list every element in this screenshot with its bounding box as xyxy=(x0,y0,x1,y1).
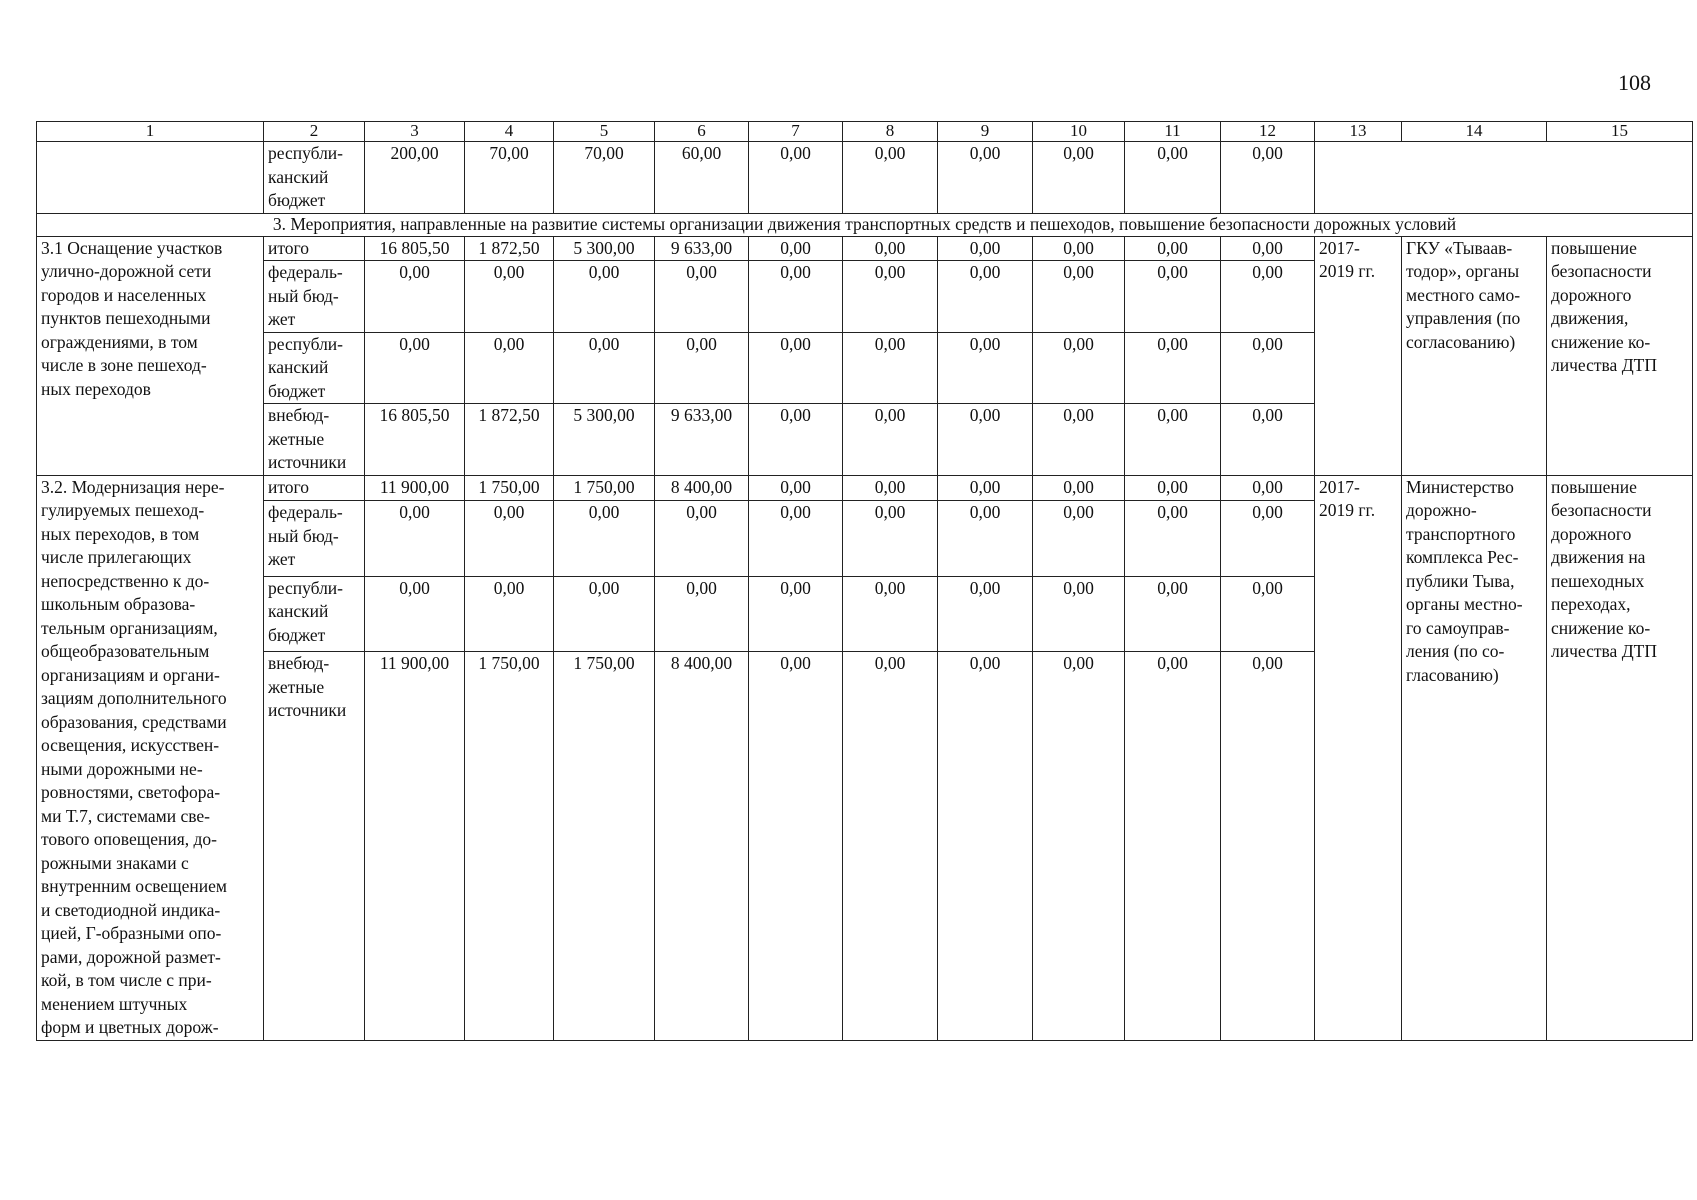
implementation-period: 2017- 2019 гг. xyxy=(1315,475,1402,1040)
amount-cell: 16 805,50 xyxy=(365,236,465,261)
amount-cell: 0,00 xyxy=(938,652,1033,1040)
empty-cell xyxy=(1315,142,1693,214)
amount-cell: 0,00 xyxy=(938,475,1033,501)
amount-cell: 0,00 xyxy=(1033,261,1125,333)
empty-cell xyxy=(37,142,264,214)
amount-cell: 0,00 xyxy=(938,332,1033,404)
amount-cell: 5 300,00 xyxy=(554,236,655,261)
amount-cell: 0,00 xyxy=(1125,652,1221,1040)
amount-cell: 9 633,00 xyxy=(655,404,749,476)
funding-source: внебюд- жетные источники xyxy=(264,404,365,476)
amount-cell: 16 805,50 xyxy=(365,404,465,476)
amount-cell: 8 400,00 xyxy=(655,652,749,1040)
amount-cell: 0,00 xyxy=(554,261,655,333)
implementation-period: 2017- 2019 гг. xyxy=(1315,236,1402,475)
amount-cell: 0,00 xyxy=(1221,332,1315,404)
funding-source: республи- канский бюджет xyxy=(264,576,365,651)
column-number: 6 xyxy=(655,122,749,142)
amount-cell: 9 633,00 xyxy=(655,236,749,261)
amount-cell: 0,00 xyxy=(1221,501,1315,576)
column-number: 3 xyxy=(365,122,465,142)
column-number: 12 xyxy=(1221,122,1315,142)
amount-cell: 0,00 xyxy=(655,261,749,333)
amount-cell: 0,00 xyxy=(1221,475,1315,501)
amount-cell: 0,00 xyxy=(749,652,843,1040)
amount-cell: 0,00 xyxy=(749,236,843,261)
column-number: 10 xyxy=(1033,122,1125,142)
amount-cell: 1 750,00 xyxy=(554,475,655,501)
amount-cell: 0,00 xyxy=(749,142,843,214)
amount-cell: 70,00 xyxy=(554,142,655,214)
amount-cell: 0,00 xyxy=(843,404,938,476)
amount-cell: 0,00 xyxy=(1033,576,1125,651)
amount-cell: 0,00 xyxy=(749,475,843,501)
column-number: 13 xyxy=(1315,122,1402,142)
amount-cell: 0,00 xyxy=(1033,332,1125,404)
amount-cell: 0,00 xyxy=(1033,236,1125,261)
amount-cell: 0,00 xyxy=(843,576,938,651)
amount-cell: 0,00 xyxy=(843,236,938,261)
amount-cell: 0,00 xyxy=(1221,236,1315,261)
amount-cell: 0,00 xyxy=(843,332,938,404)
funding-source: республи- канский бюджет xyxy=(264,332,365,404)
amount-cell: 0,00 xyxy=(1125,332,1221,404)
amount-cell: 0,00 xyxy=(938,576,1033,651)
section-row xyxy=(37,213,1693,236)
funding-row xyxy=(37,475,1693,501)
column-number: 15 xyxy=(1547,122,1693,142)
amount-cell: 0,00 xyxy=(1221,142,1315,214)
amount-cell: 0,00 xyxy=(938,404,1033,476)
column-number: 5 xyxy=(554,122,655,142)
amount-cell: 0,00 xyxy=(655,332,749,404)
expected-result: повышение безопасности дорожного движения, снижение ко- личества ДТП xyxy=(1547,236,1693,475)
amount-cell: 1 872,50 xyxy=(465,404,554,476)
amount-cell: 0,00 xyxy=(1033,475,1125,501)
amount-cell: 0,00 xyxy=(1125,142,1221,214)
amount-cell: 11 900,00 xyxy=(365,475,465,501)
amount-cell: 0,00 xyxy=(1125,501,1221,576)
responsible-executor: ГКУ «Тываав- тодор», органы местного само- управления (по согласованию) xyxy=(1402,236,1547,475)
amount-cell: 0,00 xyxy=(843,652,938,1040)
amount-cell: 0,00 xyxy=(1125,576,1221,651)
column-number: 14 xyxy=(1402,122,1547,142)
amount-cell: 0,00 xyxy=(843,142,938,214)
amount-cell: 1 750,00 xyxy=(465,475,554,501)
amount-cell: 1 872,50 xyxy=(465,236,554,261)
funding-source: итого xyxy=(264,236,365,261)
column-number: 9 xyxy=(938,122,1033,142)
amount-cell: 0,00 xyxy=(938,261,1033,333)
amount-cell: 0,00 xyxy=(1125,404,1221,476)
amount-cell: 0,00 xyxy=(365,501,465,576)
amount-cell: 8 400,00 xyxy=(655,475,749,501)
amount-cell: 1 750,00 xyxy=(554,652,655,1040)
amount-cell: 200,00 xyxy=(365,142,465,214)
funding-row xyxy=(37,236,1693,261)
continuation-row xyxy=(37,142,1693,214)
amount-cell: 0,00 xyxy=(554,501,655,576)
amount-cell: 0,00 xyxy=(465,261,554,333)
expected-result: повышение безопасности дорожного движения на пешеходных переходах, снижение ко- личества ДТП xyxy=(1547,475,1693,1040)
amount-cell: 0,00 xyxy=(1033,142,1125,214)
amount-cell: 0,00 xyxy=(655,576,749,651)
measure-name: 3.1 Оснащение участков улично-дорожной сети городов и населенных пунктов пешеходными ограждениями, в том числе в зоне пешеход- ных переходов xyxy=(37,236,264,475)
amount-cell: 0,00 xyxy=(1221,576,1315,651)
amount-cell: 0,00 xyxy=(365,576,465,651)
column-number: 1 xyxy=(37,122,264,142)
amount-cell: 0,00 xyxy=(843,475,938,501)
amount-cell: 0,00 xyxy=(749,576,843,651)
column-number: 4 xyxy=(465,122,554,142)
column-number: 2 xyxy=(264,122,365,142)
funding-source: федераль- ный бюд- жет xyxy=(264,501,365,576)
section-title: 3. Мероприятия, направленные на развитие системы организации движения транспортных средств и пешеходов, повышение безопасности дорожных условий xyxy=(37,213,1693,236)
amount-cell: 0,00 xyxy=(365,332,465,404)
column-number: 7 xyxy=(749,122,843,142)
amount-cell: 0,00 xyxy=(1033,404,1125,476)
amount-cell: 70,00 xyxy=(465,142,554,214)
amount-cell: 0,00 xyxy=(843,501,938,576)
amount-cell: 11 900,00 xyxy=(365,652,465,1040)
page-number: 108 xyxy=(1618,70,1651,95)
amount-cell: 0,00 xyxy=(554,576,655,651)
column-number: 8 xyxy=(843,122,938,142)
amount-cell: 0,00 xyxy=(1221,261,1315,333)
amount-cell: 60,00 xyxy=(655,142,749,214)
amount-cell: 0,00 xyxy=(1125,236,1221,261)
funding-source: внебюд- жетные источники xyxy=(264,652,365,1040)
amount-cell: 0,00 xyxy=(1221,652,1315,1040)
funding-source: итого xyxy=(264,475,365,501)
amount-cell: 0,00 xyxy=(1125,475,1221,501)
amount-cell: 0,00 xyxy=(749,501,843,576)
funding-source: федераль- ный бюд- жет xyxy=(264,261,365,333)
amount-cell: 0,00 xyxy=(1125,261,1221,333)
responsible-executor: Министерство дорожно- транспортного комплекса Рес- публики Тыва, органы местно- го самоуправ- ления (по со- гласованию) xyxy=(1402,475,1547,1040)
amount-cell: 0,00 xyxy=(1221,404,1315,476)
amount-cell: 0,00 xyxy=(655,501,749,576)
amount-cell: 1 750,00 xyxy=(465,652,554,1040)
amount-cell: 0,00 xyxy=(1033,501,1125,576)
funding-source: республи- канский бюджет xyxy=(264,142,365,214)
amount-cell: 0,00 xyxy=(938,501,1033,576)
amount-cell: 0,00 xyxy=(1033,652,1125,1040)
amount-cell: 0,00 xyxy=(465,501,554,576)
measure-name: 3.2. Модернизация нере- гулируемых пешеход- ных переходов, в том числе прилегающих непосредственно к до- школьным образова- тельным организациям, общеобразовательным организациям и органи- зациям дополнительного образования, средствами освещения, искусствен- ными дорожными не- ровностями, светофора- ми Т.7, системами све- тового оповещения, до- рожными знаками с внутренним освещением и светодиодной индика- цией, Г-образными опо- рами, дорожной размет- кой, в том числе с при- менением штучных форм и цветных дорож- xyxy=(37,475,264,1040)
column-number-row xyxy=(37,122,1693,142)
amount-cell: 0,00 xyxy=(938,142,1033,214)
amount-cell: 0,00 xyxy=(749,332,843,404)
amount-cell: 0,00 xyxy=(465,332,554,404)
amount-cell: 5 300,00 xyxy=(554,404,655,476)
column-number: 11 xyxy=(1125,122,1221,142)
amount-cell: 0,00 xyxy=(749,261,843,333)
amount-cell: 0,00 xyxy=(749,404,843,476)
amount-cell: 0,00 xyxy=(938,236,1033,261)
program-table xyxy=(36,121,1693,1041)
amount-cell: 0,00 xyxy=(554,332,655,404)
amount-cell: 0,00 xyxy=(365,261,465,333)
amount-cell: 0,00 xyxy=(465,576,554,651)
amount-cell: 0,00 xyxy=(843,261,938,333)
